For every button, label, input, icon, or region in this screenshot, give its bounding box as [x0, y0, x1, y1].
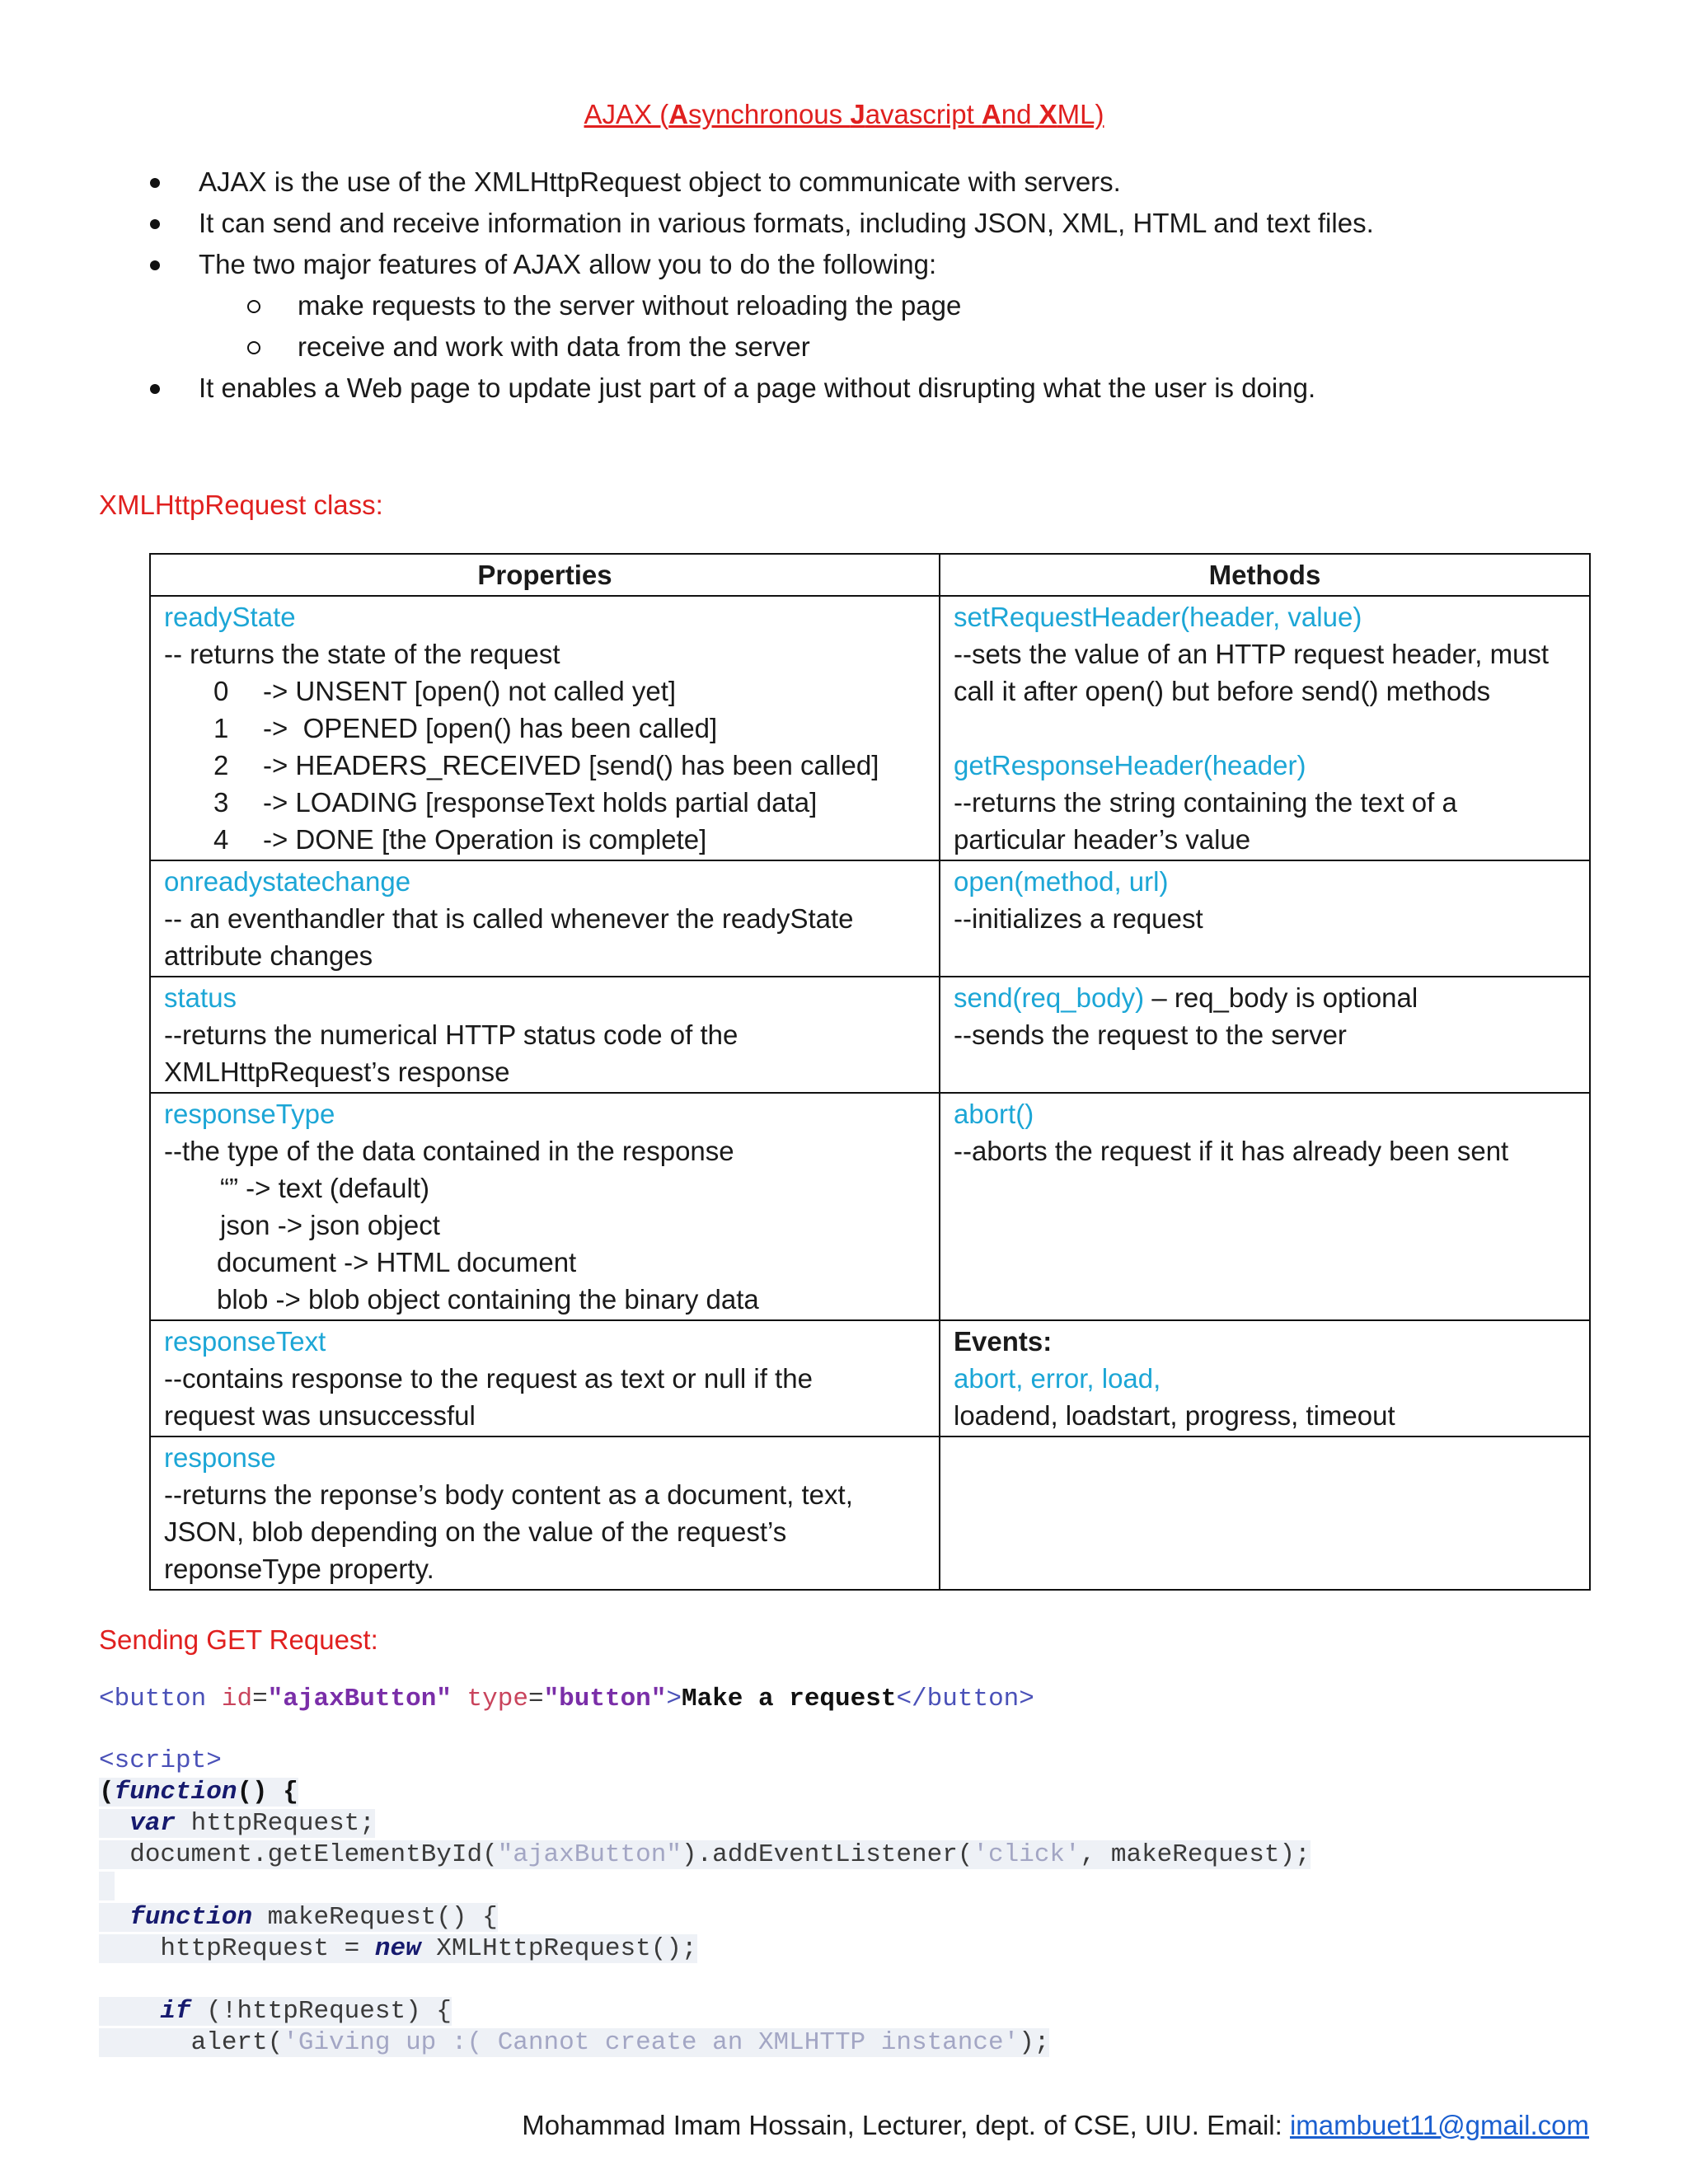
- table-row: [150, 860, 1590, 977]
- bullet-item: AJAX is the use of the XMLHttpRequest object to communicate with servers.: [140, 162, 1624, 203]
- bullet-item: It enables a Web page to update just part of a page without disrupting what the user is doing.: [140, 368, 1624, 409]
- responsetype-cell: responseType --the type of the data contained in the response “” -> text (default) json -> json object document -> HTML document blob -> blob object containing the binary data: [150, 1093, 940, 1320]
- responsetext-cell: responseText --contains response to the request as text or null if the request was unsuccessful: [150, 1320, 940, 1436]
- events-cell: Events: abort, error, load, loadend, loadstart, progress, timeout: [940, 1320, 1590, 1436]
- bullet-circle-icon: [247, 300, 260, 313]
- xhr-api-table: [149, 553, 1591, 1591]
- abort-method-cell: abort() --aborts the request if it has already been sent: [940, 1093, 1590, 1320]
- page-title: AJAX (Asynchronous Javascript And XML): [584, 99, 1104, 129]
- table-row: [150, 1093, 1590, 1320]
- response-cell: response --returns the reponse’s body content as a document, text, JSON, blob depending on the value of the request’s reponseType property.: [150, 1436, 940, 1590]
- properties-header: Properties: [150, 554, 940, 596]
- bullet-item: The two major features of AJAX allow you to do the following:: [140, 244, 1624, 285]
- table-row: [150, 1320, 1590, 1436]
- status-cell: status --returns the numerical HTTP status code of the XMLHttpRequest’s response: [150, 977, 940, 1093]
- empty-cell: [940, 1436, 1590, 1590]
- sub-bullet-item: receive and work with data from the server: [140, 326, 1624, 368]
- bullet-dot-icon: [150, 219, 160, 229]
- sub-bullet-item: make requests to the server without reloading the page: [140, 285, 1624, 326]
- onreadystatechange-cell: onreadystatechange -- an eventhandler that is called whenever the readyState attribute changes: [150, 860, 940, 977]
- table-row: [150, 977, 1590, 1093]
- code-block-button: <button id="ajaxButton" type="button">Make a request</button>: [99, 1685, 1034, 1713]
- bullet-dot-icon: [150, 178, 160, 188]
- bullet-circle-icon: [247, 341, 260, 354]
- readystate-cell: readyState -- returns the state of the request 0 -> UNSENT [open() not called yet] 1 -> OPENED [open() has been called] 2 -> HEADERS_RECEIVED [send() has been called] 3 -> LOADING [responseText holds partial data] 4 -> DONE [the Operation is complete]: [150, 596, 940, 860]
- get-section-heading: Sending GET Request:: [99, 1624, 378, 1655]
- open-method-cell: open(method, url) --initializes a request: [940, 860, 1590, 977]
- table-row: [150, 1436, 1590, 1590]
- request-header-methods-cell: setRequestHeader(header, value) --sets the value of an HTTP request header, must call it after open() but before send() methods getResponseHeader(header) --returns the string containing the text of a particular header’s value: [940, 596, 1590, 860]
- methods-header: Methods: [940, 554, 1590, 596]
- bullet-dot-icon: [150, 384, 160, 394]
- bullet-item: It can send and receive information in various formats, including JSON, XML, HTML and text files.: [140, 203, 1624, 244]
- footer-author: Mohammad Imam Hossain, Lecturer, dept. of CSE, UIU. Email: imambuet11@gmail.com: [522, 2110, 1589, 2140]
- send-method-cell: send(req_body) – req_body is optional --sends the request to the server: [940, 977, 1590, 1093]
- intro-bullet-list: [140, 162, 1624, 409]
- email-link[interactable]: imambuet11@gmail.com: [1289, 2110, 1589, 2140]
- table-header-row: [150, 554, 1590, 596]
- table-row: [150, 596, 1590, 860]
- code-block-script: <script> (function() { var httpRequest; document.getElementById("ajaxButton").addEventListener('click', makeRequest); function makeRequest() { httpRequest = new XMLHttpRequest(); if (!httpRequest) { alert('Giving up :( Cannot create an XMLHTTP instance');: [99, 1746, 1311, 2057]
- bullet-dot-icon: [150, 260, 160, 270]
- xhr-section-heading: XMLHttpRequest class:: [99, 490, 383, 520]
